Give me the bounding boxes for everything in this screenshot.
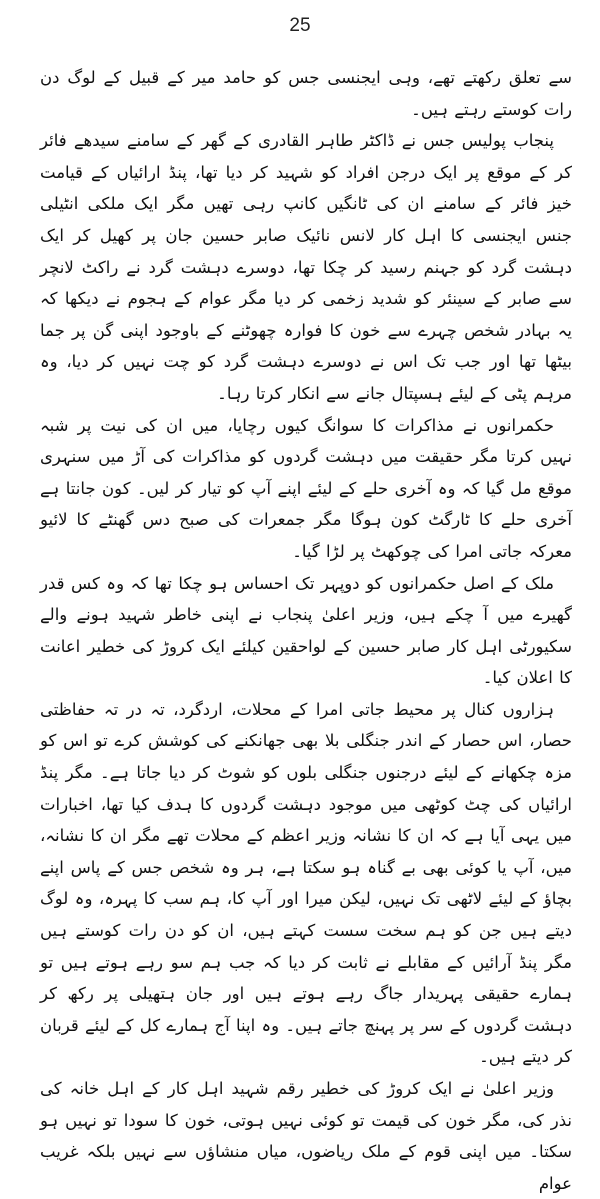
paragraph: سے تعلق رکھتے تھے، وہی ایجنسی جس کو حامد میر کے قبیل کے لوگ دن رات کوستے رہتے ہیں۔ bbox=[40, 68, 572, 119]
article-body bbox=[40, 62, 572, 1193]
paragraph: وزیر اعلیٰ نے ایک کروڑ کی خطیر رقم شہید اہل کار کے اہل خانہ کی نذر کی، مگر خون کی قیمت تو کوئی نہیں ہوتی، خون کا سودا تو نہیں ہو سکتا۔ میں اپنی قوم کے ملک ریاضوں، میاں منشاؤں سے نہیں بلکہ غریب عوام bbox=[40, 1079, 572, 1193]
page-number: 25 bbox=[289, 15, 311, 36]
paragraph: پنجاب پولیس جس نے ڈاکٹر طاہر القادری کے گھر کے سامنے سیدھے فائر کر کے موقع پر ایک درجن افراد کو شہید کر دیا تھا، پنڈ ارائیاں کے قیامت خیز فائر کے سامنے ان کی ٹانگیں کانپ رہی تھیں مگر ایک ملکی انٹیلی جنس ایجنسی کا اہل کار لانس نائیک صابر حسین جان پر کھیل کر ایک دہشت گرد کو جہنم رسید کر چکا تھا، دوسرے دہشت گرد نے راکٹ لانچر سے صابر کے سینئر کو شدید زخمی کر دیا مگر عوام کے ہجوم نے دیکھا کہ یہ بہادر شخص چہرے سے خون کا فوارہ چھوٹنے کے باوجود اپنی گن پر جما بیٹھا تھا اور جب تک اس نے دوسرے دہشت گرد کو چت نہیں کر دیا، وہ مرہم پٹی کے لیئے ہسپتال جانے سے انکار کرتا رہا۔ bbox=[40, 131, 572, 403]
paragraph: ہزاروں کنال پر محیط جاتی امرا کے محلات، اردگرد، تہ در تہ حفاظتی حصار، اس حصار کے اندر جنگلی بلا بھی جھانکنے کی کوشش کرے تو اس کو مزہ چکھانے کے لیئے درجنوں جنگلی بلوں کو شوٹ کر دیا جاتا ہے۔ مگر پنڈ ارائیاں کی چٹ کوٹھی میں موجود دہشت گردوں کا ہدف کیا تھا، اخبارات میں یہی آیا ہے کہ ان کا نشانہ وزیر اعظم کے محلات تھے مگر ان کا نشانہ، میں، آپ یا کوئی بھی بے گناہ ہو سکتا ہے، ہر وہ شخص جس کے پاس اپنے بچاؤ کے لیئے لاٹھی تک نہیں، لیکن میرا اور آپ کا، ہم سب کا پہرہ، وہ لوگ دیتے ہیں جن کو ہم سخت سست کہتے ہیں، ان کو دن رات کوستے ہیں مگر پنڈ آرائیں کے مقابلے نے ثابت کر دیا کہ جب ہم سو رہے ہوتے ہیں تو ہمارے حقیقی پہریدار جاگ رہے ہوتے ہیں اور جان ہتھیلی پر رکھ کر دہشت گردوں کے سر پر پہنچ جاتے ہیں۔ وہ اپنا آج ہمارے کل کے لیئے قربان کر دیتے ہیں۔ bbox=[40, 699, 572, 1067]
paragraph: ملک کے اصل حکمرانوں کو دوپہر تک احساس ہو چکا تھا کہ وہ کس قدر گھیرے میں آ چکے ہیں، وزیر اعلیٰ پنجاب نے اپنی خاطر شہید ہونے والے سکیورٹی اہل کار صابر حسین کے لواحقین کیلئے ایک کروڑ کی خطیر اعانت کا اعلان کیا۔ bbox=[40, 573, 572, 688]
paragraph: حکمرانوں نے مذاکرات کا سوانگ کیوں رچایا، میں ان کی نیت پر شبہ نہیں کرتا مگر حقیقت میں دہشت گردوں کو مذاکرات کی آڑ میں سنہری موقع مل گیا کہ وہ آخری حلے کے لیئے اپنے آپ کو تیار کر لیں۔ کون جانتا ہے آخری حلے کا ٹارگٹ کون ہوگا مگر جمعرات کی صبح دس گھنٹے کا لائیو معرکہ جاتی امرا کی چوکھٹ پر لڑا گیا۔ bbox=[40, 415, 572, 561]
